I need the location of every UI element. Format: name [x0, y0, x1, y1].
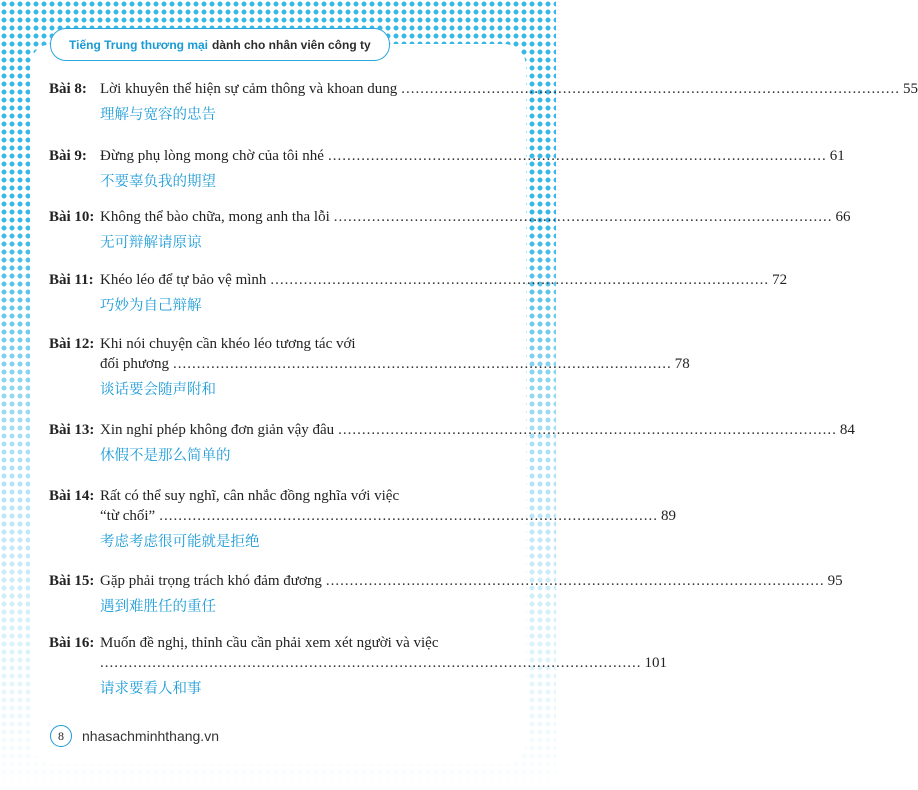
- dot-leader: .........................................................................................................: [159, 508, 658, 524]
- dot-leader: .........................................................................................................: [401, 81, 901, 97]
- page-number: 101: [644, 655, 667, 671]
- header-title-rest: dành cho nhân viên công ty: [212, 37, 371, 52]
- lesson-title-line1: Muốn đề nghị, thỉnh cầu cần phải xem xét người và việc: [100, 635, 439, 651]
- lesson-number: Bài 16:: [49, 635, 95, 651]
- lesson-number: Bài 13:: [49, 422, 95, 438]
- lesson-title-line1: Rất có thể suy nghĩ, cân nhắc đồng nghĩa với việc: [100, 488, 400, 504]
- lesson-chinese-title: 不要辜负我的期望: [100, 174, 216, 190]
- header-title-highlight: Tiếng Trung thương mại: [69, 37, 208, 52]
- dot-leader: ..................................................................................................................: [100, 655, 642, 671]
- lesson-chinese-title: 谈话要会随声附和: [100, 382, 216, 398]
- toc-entry[interactable]: [49, 80, 918, 147]
- lesson-number: Bài 10:: [49, 209, 95, 225]
- lesson-number: Bài 11:: [49, 272, 94, 288]
- lesson-title: Xin nghỉ phép không đơn giản vậy đâu: [100, 422, 335, 438]
- page-number: 66: [835, 209, 851, 225]
- page-number: 78: [674, 356, 690, 372]
- lesson-chinese-title: 理解与宽容的忠告: [100, 107, 216, 123]
- page-footer: [50, 724, 219, 748]
- lesson-chinese-title: 无可辩解请原谅: [100, 235, 202, 251]
- lesson-chinese-title: 巧妙为自己辩解: [100, 298, 202, 314]
- page-number: 61: [829, 148, 845, 164]
- dot-leader: .........................................................................................................: [325, 573, 825, 589]
- page-number: 72: [772, 272, 788, 288]
- page-number: 55: [903, 81, 918, 97]
- running-header: [50, 28, 390, 61]
- page-number: 84: [839, 422, 855, 438]
- page-number-badge: 8: [50, 725, 72, 747]
- lesson-number: Bài 8:: [49, 81, 87, 97]
- dot-leader: .........................................................................................................: [327, 148, 827, 164]
- lesson-title: “từ chối”: [100, 508, 156, 524]
- dot-leader: .........................................................................................................: [338, 422, 837, 438]
- toc-entry[interactable]: [49, 421, 855, 487]
- lesson-title: Không thể bào chữa, mong anh tha lỗi: [100, 209, 330, 225]
- table-of-contents: [49, 80, 918, 714]
- page-number: 95: [827, 573, 843, 589]
- toc-entry[interactable]: [49, 271, 788, 335]
- lesson-title: Lời khuyên thể hiện sự cảm thông và khoan dung: [100, 81, 398, 97]
- lesson-title: Gặp phải trọng trách khó đảm đương: [100, 573, 322, 589]
- lesson-chinese-title: 考虑考虑很可能就是拒绝: [100, 534, 260, 550]
- lesson-chinese-title: 请求要看人和事: [100, 681, 202, 697]
- page-number: 89: [660, 508, 676, 524]
- lesson-title: Đừng phụ lòng mong chờ của tôi nhé: [100, 148, 324, 164]
- toc-entry[interactable]: [49, 208, 851, 271]
- publisher-website[interactable]: nhasachminhthang.vn: [82, 728, 219, 744]
- lesson-title-line1: Khi nói chuyện cần khéo léo tương tác với: [100, 336, 356, 352]
- lesson-number: Bài 12:: [49, 336, 95, 352]
- lesson-number: Bài 14:: [49, 488, 95, 504]
- lesson-chinese-title: 遇到难胜任的重任: [100, 599, 216, 615]
- toc-entry[interactable]: [49, 147, 845, 208]
- toc-entry[interactable]: [49, 335, 690, 421]
- dot-leader: .........................................................................................................: [270, 272, 770, 288]
- toc-entry[interactable]: [49, 572, 843, 634]
- toc-entry[interactable]: [49, 634, 667, 714]
- lesson-number: Bài 15:: [49, 573, 95, 589]
- dot-leader: .........................................................................................................: [172, 356, 672, 372]
- dot-leader: .........................................................................................................: [333, 209, 833, 225]
- lesson-chinese-title: 休假不是那么简单的: [100, 448, 231, 464]
- lesson-title: Khéo léo để tự bảo vệ mình: [100, 272, 267, 288]
- lesson-title: đối phương: [100, 356, 169, 372]
- toc-entry[interactable]: [49, 487, 676, 572]
- lesson-number: Bài 9:: [49, 148, 87, 164]
